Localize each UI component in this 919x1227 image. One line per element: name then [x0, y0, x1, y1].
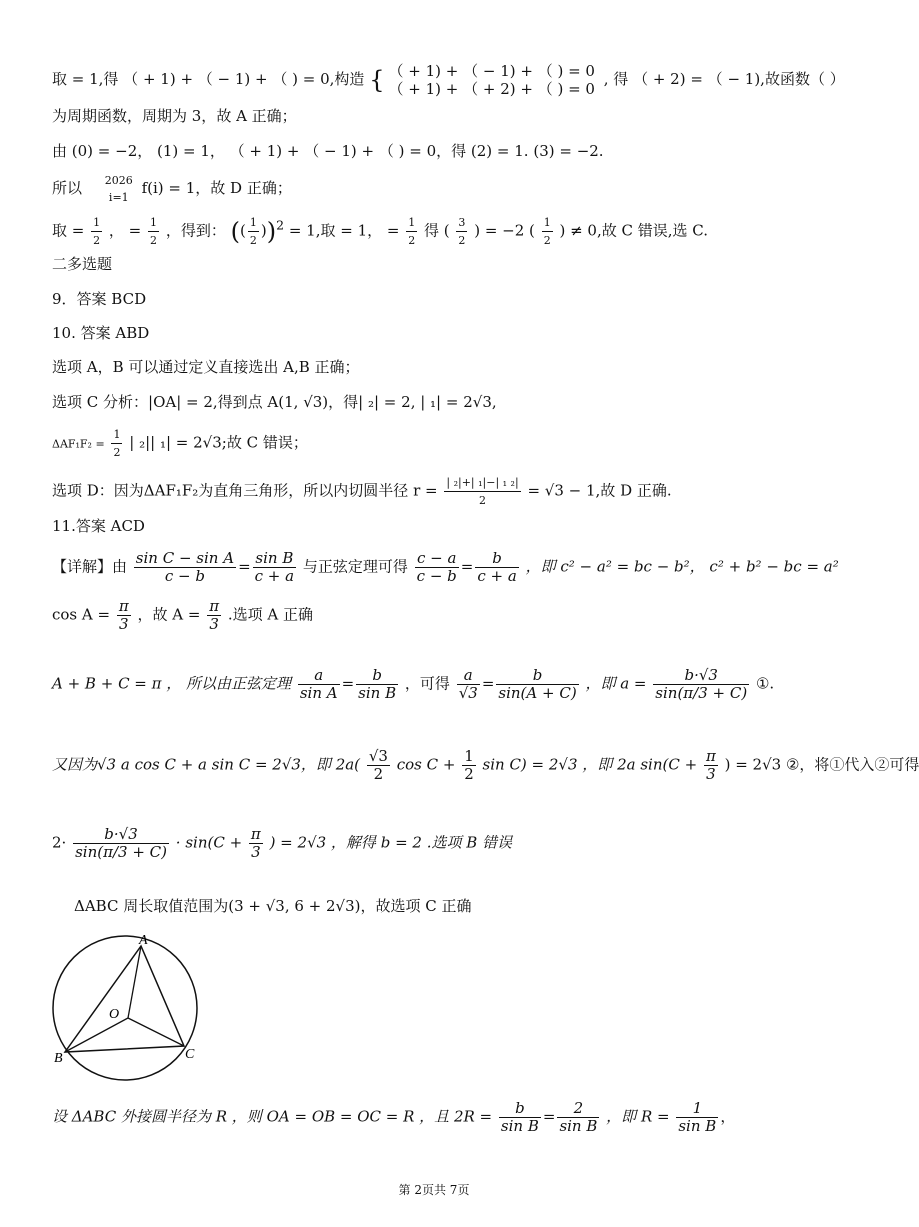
fraction [496, 667, 578, 702]
segment-ob [65, 1018, 128, 1052]
text: cos C + [396, 755, 456, 774]
fraction [557, 1100, 599, 1135]
fraction [462, 748, 476, 783]
sum-top: 2026 [104, 174, 133, 187]
sum-bottom: i=1 [108, 191, 129, 204]
fraction [253, 550, 296, 585]
text: sin C) = 2√3 ，即 2a sin(C + [482, 755, 698, 774]
num: b [356, 667, 398, 685]
text: = 1,取 = 1， = [288, 221, 400, 240]
fraction [356, 667, 398, 702]
den: 3 [706, 765, 716, 783]
fraction [248, 214, 259, 249]
text: ，故 A = [137, 605, 201, 624]
den: 2 [408, 234, 416, 247]
q11-line-c: A + B + C = π ， 所以由正弦定理 $\frac{a}{\text{sin A}}$ = $\frac{b}{\text{sin B}}$ ，可得 $\frac{a}{√3}$ = $\frac{b}{\sin(A + C)}$ ，即 a = $\frac{b\cdot√3}{\sin(\pi/3 + C)}$ ①. [52, 666, 775, 702]
text: ) = 2√3 ，解得 b = 2 .选项 B 错误 [269, 833, 513, 852]
segment-oa [128, 946, 141, 1018]
line-3: 由 (0) = −2， (1) = 1， （ + 1) + （ − 1) + （ ) = 0，得 (2) = 1. (3) = −2. [52, 142, 604, 160]
text: · sin(C + [175, 833, 243, 852]
text: f(i) = 1，故 D 正确； [141, 179, 292, 197]
num-b: b· [684, 666, 699, 684]
num: 2 [557, 1100, 599, 1118]
text: 取 = [52, 221, 85, 240]
den: sin A [299, 684, 338, 702]
fraction [704, 748, 718, 783]
fraction [117, 598, 131, 633]
text: .选项 A 正确 [227, 605, 313, 624]
text: 取 = 1,得 （ + 1) + （ − 1) + （ ) = 0,构造 [52, 70, 365, 88]
fraction [456, 214, 467, 249]
num-sqrt: √3 [118, 825, 138, 843]
text: 所以 [52, 179, 83, 197]
text: 设 ΔABC 外接圆半径为 R ，则 OA = OB = OC = R ，且 2R = [52, 1107, 493, 1126]
text: ，即 c² − a² = bc − b²， c² + b² − bc = a² [525, 557, 839, 576]
num: 3 [456, 214, 467, 232]
num: 1 [676, 1100, 718, 1118]
num: b [475, 550, 518, 568]
den: 2 [150, 234, 158, 247]
q11-line-f: ΔABC 周长取值范围为(3 + √3, 6 + 2√3)，故选项 C 正确 [74, 897, 472, 915]
den: 2 [458, 234, 466, 247]
q11-line-g: 设 ΔABC 外接圆半径为 R ，则 OA = OB = OC = R ，且 2R = $\frac{b}{\text{sin B}}$ = $\frac{2}{\text{sin B}}$ ，即 R = $\frac{1}{\text{sin B}}$ ， [52, 1099, 736, 1135]
line-5: 取 = $\frac{1}{2}$ ， = $\frac{1}{2}$ ，得到： (( $\frac{1}{2}$ ))$^2$ = 1,取 = 1， = $\frac{1}{2}$ 得 ( $\frac{3}{2}$ ) = −2 ( $\frac{1}{2}$ ) ≠ 0,故 C 错误,选 C. [52, 216, 708, 247]
fraction [444, 474, 520, 509]
den: 2 [373, 765, 384, 783]
label-b: B [54, 1051, 63, 1066]
text: ，得到： [165, 221, 226, 240]
fraction [73, 826, 169, 861]
q11-line-b [52, 598, 313, 633]
triangle-abc [65, 946, 184, 1052]
fraction [475, 550, 518, 585]
num [653, 667, 749, 685]
system-eq-1: （ + 1) + （ − 1) + （ ) = 0 [388, 62, 595, 80]
fraction [676, 1100, 718, 1135]
line-2: 为周期函数，周期为 3，故 A 正确； [52, 107, 297, 125]
label-o: O [109, 1007, 120, 1022]
num: 1 [406, 214, 417, 232]
text: A + B + C = π ， 所以由正弦定理 [52, 674, 292, 693]
sum-bounds [103, 172, 135, 206]
num: 1 [248, 214, 259, 232]
den: c + a [254, 567, 295, 585]
den: √3 [458, 684, 478, 702]
text: ) = 2√3 ②，将①代入②可得 [724, 755, 919, 774]
num: sin C − sin A [135, 549, 235, 567]
num: a [298, 667, 340, 685]
q11-line-a: 【详解】由 $\frac{\text{sin C − sin A}}{c - b}$ = $\frac{\text{sin B}}{c + a}$ 与正弦定理可得 $\frac{c - a}{c - b}$ = $\frac{b}{c + a}$ ，即 c² − a² = bc − b²， c² + b² − bc = a² [52, 549, 839, 585]
num-sqrt: √3 [698, 666, 718, 684]
q10-option-d [52, 474, 672, 509]
num: b [499, 1100, 541, 1118]
answer-11: 11.答案 ACD [52, 517, 145, 535]
fraction [499, 1100, 541, 1135]
fraction [91, 214, 102, 249]
num: sin B [253, 550, 296, 568]
num: π [209, 597, 220, 615]
num-b: b· [104, 825, 119, 843]
text: ，可得 [404, 674, 450, 693]
den: 2 [113, 446, 121, 459]
fraction [298, 667, 340, 702]
num: b [496, 667, 578, 685]
circumcircle-figure [48, 930, 218, 1080]
den: sin B [500, 1117, 539, 1135]
num: 1 [542, 214, 553, 232]
label-c: C [185, 1047, 195, 1062]
segment-oc [128, 1018, 184, 1046]
num: c − a [415, 550, 459, 568]
text: ，即 R = [606, 1107, 670, 1126]
answer-9: 9．答案 BCD [52, 290, 147, 308]
label-a: A [139, 933, 148, 948]
text: ) ≠ 0,故 C 错误,选 C. [559, 221, 708, 240]
den: c + a [477, 567, 517, 585]
line-4 [52, 172, 292, 206]
num: π [705, 747, 716, 765]
den: sin(π/3 + C) [655, 684, 748, 702]
line-1: 取 = 1,得 （ + 1) + （ − 1) + （ ) = 0,构造 { （ + 1) + （ − 1) + （ ) = 0 （ + 1) + （ + 2) + （ ) = 0 , 得 （ + 2) = （ − 1),故函数（ ） [52, 62, 845, 98]
text: 得 ( [424, 221, 450, 240]
text: | ₂|| ₁| = 2√3;故 C 错误； [129, 433, 308, 452]
den: 2 [93, 234, 101, 247]
num: √3 [368, 747, 388, 765]
text: 与正弦定理可得 [302, 557, 408, 576]
den: 2 [479, 494, 487, 507]
text: 2· [52, 833, 67, 852]
num: 1 [111, 426, 122, 444]
text: ①. [755, 674, 775, 693]
fraction [457, 667, 480, 702]
fraction [367, 748, 390, 783]
text: 选项 D：因为ΔAF₁F₂为直角三角形，所以内切圆半径 r = [52, 481, 438, 500]
num: 1 [148, 214, 159, 232]
fraction [148, 214, 159, 249]
q10-option-c2 [52, 426, 308, 461]
num [73, 826, 169, 844]
text: cos A = [52, 605, 111, 624]
fraction [134, 550, 236, 585]
page-footer: 第 2页共 7页 [398, 1183, 470, 1197]
den: sin(A + C) [498, 684, 577, 702]
text: 又因为√3 a cos C + a sin C = 2√3，即 2a( [52, 755, 361, 774]
fraction [415, 550, 459, 585]
q11-line-d [52, 748, 919, 783]
fraction [249, 826, 263, 861]
den: 2 [464, 765, 474, 783]
den: 3 [251, 843, 261, 861]
text: 【详解】由 [52, 557, 128, 576]
den: c − b [416, 567, 457, 585]
den: c − b [164, 567, 205, 585]
den: 3 [209, 615, 219, 633]
fraction [542, 214, 553, 249]
den: sin(π/3 + C) [75, 843, 167, 861]
q10-option-ab: 选项 A，B 可以通过定义直接选出 A,B 正确； [52, 358, 360, 376]
circumcircle [53, 936, 197, 1080]
text: ΔAF₁F₂ = [52, 437, 105, 451]
fraction [207, 598, 221, 633]
num: 1 [91, 214, 102, 232]
den: 3 [119, 615, 129, 633]
den: 2 [249, 234, 257, 247]
den: 2 [543, 234, 551, 247]
num: a [457, 667, 480, 685]
num: π [250, 825, 261, 843]
fraction [406, 214, 417, 249]
text: ， = [108, 221, 142, 240]
den: sin B [559, 1117, 598, 1135]
den: sin B [358, 684, 397, 702]
text: ) = −2 ( [474, 221, 535, 240]
num: 1 [464, 747, 474, 765]
system-eq-2: （ + 1) + （ + 2) + （ ) = 0 [388, 80, 595, 98]
text: , 得 （ + 2) = （ − 1),故函数（ ） [603, 70, 845, 88]
fraction [653, 667, 749, 702]
num: | ₂|+| ₁|−| ₁ ₂| [444, 474, 520, 492]
text: ，即 a = [585, 674, 647, 693]
num: π [118, 597, 129, 615]
text: = √3 − 1,故 D 正确. [527, 481, 672, 500]
den: sin B [678, 1117, 717, 1135]
section-heading: 二多选题 [52, 255, 113, 273]
q10-option-c: 选项 C 分析：|OA| = 2,得到点 A(1, √3)，得| ₂| = 2, | ₁| = 2√3, [52, 393, 497, 411]
fraction [111, 426, 122, 461]
q11-line-e [52, 826, 512, 861]
answer-10: 10. 答案 ABD [52, 324, 150, 342]
